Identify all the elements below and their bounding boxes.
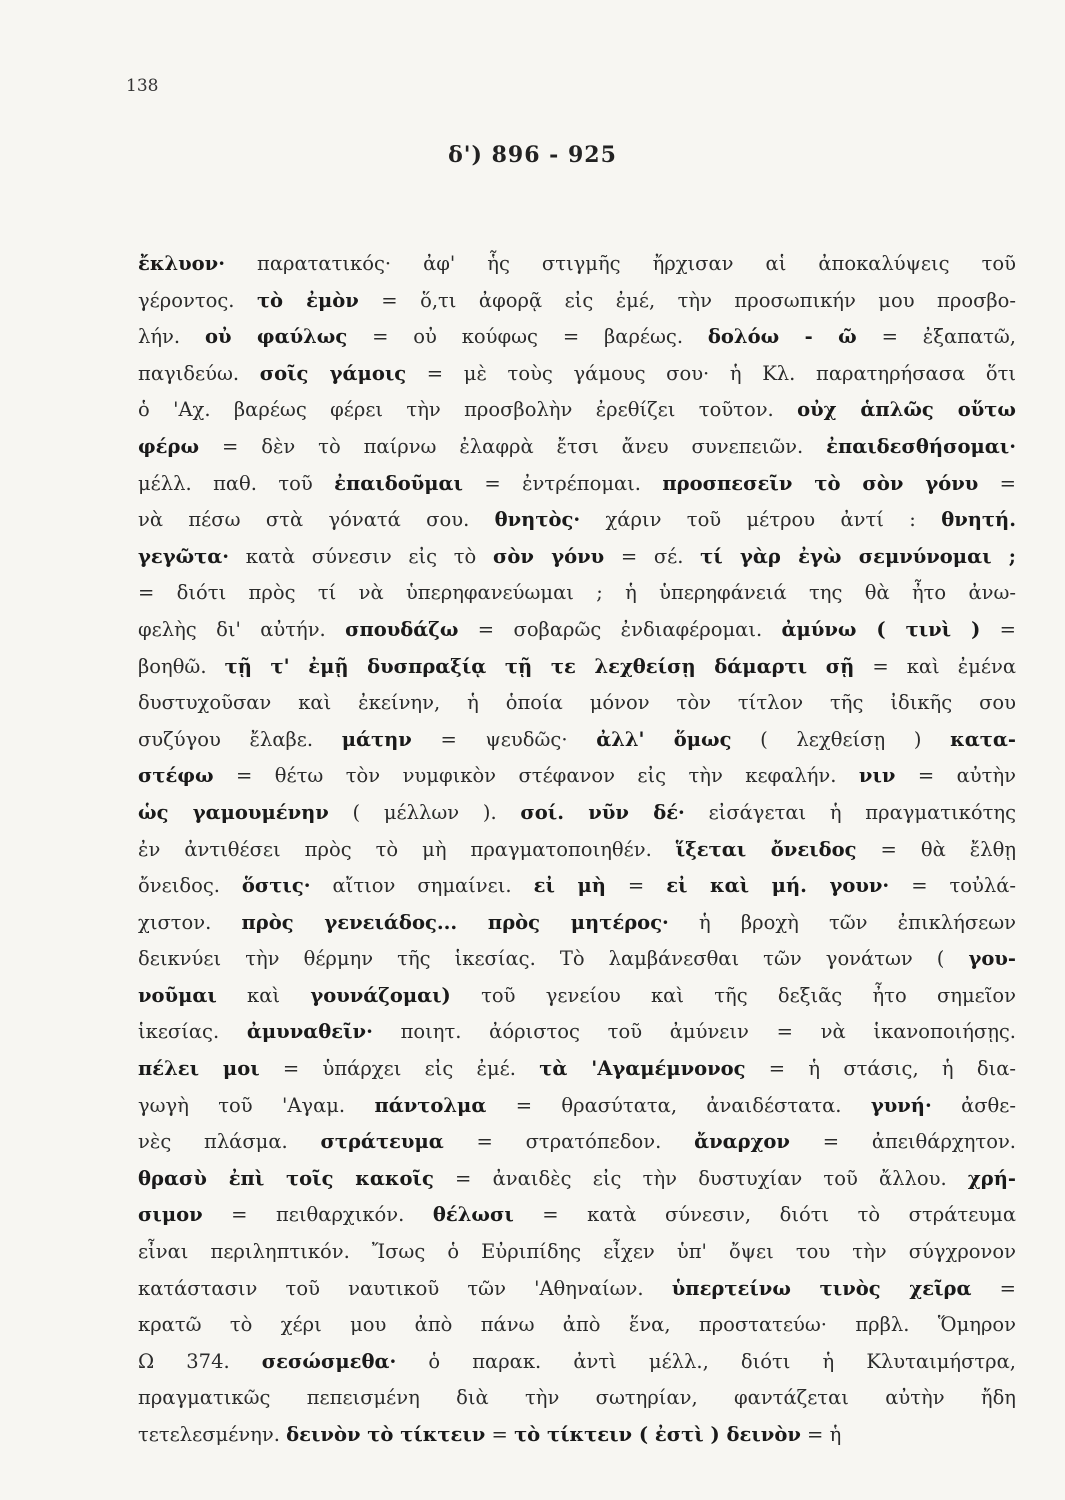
lemma: στράτευμα: [320, 1130, 444, 1154]
lemma: θνητή.: [941, 508, 1016, 532]
lemma: εἰ μὴ: [533, 874, 606, 898]
gloss: ἱκεσίας.: [138, 1020, 247, 1044]
gloss: Ω 374.: [138, 1349, 262, 1373]
lemma: χρή-: [967, 1166, 1016, 1190]
lemma: τὸ ἐμὸν: [256, 288, 359, 312]
gloss: νὰ πέσω στὰ γόνατά σου.: [138, 508, 495, 532]
text-line: [138, 246, 1016, 283]
lemma: ἐπαιδεσθήσομαι·: [826, 434, 1016, 458]
gloss: δυστυχοῦσαν καὶ ἐκείνην, ἡ ὁποία μόνον τὸν τίτλον τῆς ἰδικῆς σου: [138, 691, 1016, 715]
text-line: [138, 1161, 1016, 1198]
lemma: σὸν γόνυ: [493, 544, 605, 568]
text-line: [138, 832, 1016, 869]
text-line: [138, 1088, 1016, 1125]
gloss: ὁ παρακ. ἀντὶ μέλλ., διότι ἡ Κλυταιμήστρα,: [396, 1349, 1016, 1373]
gloss: = θρασύτατα, ἀναιδέστατα.: [486, 1093, 871, 1117]
lemma: φέρω: [138, 434, 200, 458]
gloss: αἴτιον σημαίνει.: [310, 874, 534, 898]
gloss: = σοβαρῶς ἐνδιαφέρομαι.: [458, 617, 782, 641]
lemma: μάτην: [341, 727, 412, 751]
gloss: = δὲν τὸ παίρνω ἐλαφρὰ ἔτσι ἄνευ συνεπειῶν.: [199, 434, 827, 458]
lemma: θνητὸς·: [494, 508, 581, 532]
lemma: γεγῶτα·: [138, 544, 230, 568]
gloss: = ἡ: [800, 1423, 842, 1446]
gloss: = ἐξαπατῶ,: [856, 325, 1016, 349]
lemma: ἀμύνω ( τινὶ ): [781, 617, 981, 641]
gloss: ἐν ἀντιθέσει πρὸς τὸ μὴ πραγματοποιηθέν.: [138, 837, 676, 861]
gloss: = ἀπειθάρχητον.: [789, 1130, 1016, 1154]
text-line: [138, 1124, 1016, 1161]
text-line: [138, 978, 1016, 1015]
gloss: τοῦ γενείου καὶ τῆς δεξιᾶς ἦτο σημεῖον: [450, 983, 1016, 1007]
text-line: [138, 685, 1016, 722]
commentary-text: [138, 246, 1016, 1454]
gloss: = πειθαρχικόν.: [202, 1203, 433, 1227]
text-line: [138, 1417, 1016, 1454]
lemma: σοῖς γάμοις: [259, 361, 407, 385]
text-line: [138, 466, 1016, 503]
gloss: = διότι πρὸς τί νὰ ὑπερηφανεύωμαι ; ἡ ὑπερηφάνειά της θὰ ἦτο ἀνω-: [138, 581, 1016, 605]
text-line: [138, 1051, 1016, 1088]
gloss: κρατῶ τὸ χέρι μου ἀπὸ πάνω ἀπὸ ἕνα, προστατεύω· πρβλ. Ὅμηρον: [138, 1313, 1016, 1337]
page-number: 138: [126, 76, 159, 96]
lemma: ὡς γαμουμένην: [138, 800, 329, 824]
lemma: δολόω - ῶ: [707, 325, 857, 349]
gloss: εἶναι περιληπτικόν. Ἴσως ὁ Εὐριπίδης εἶχεν ὑπ' ὄψει του τὴν σύγχρονον: [138, 1240, 1016, 1264]
gloss: καὶ: [216, 983, 311, 1007]
text-line: [138, 575, 1016, 612]
section-heading: δ') 896 - 925: [448, 142, 617, 168]
gloss: ἡ βροχὴ τῶν ἐπικλήσεων: [668, 910, 1016, 934]
lemma: εἰ καὶ μή. γουν·: [666, 874, 890, 898]
gloss: = αὐτὴν: [895, 764, 1016, 788]
text-line: [138, 1197, 1016, 1234]
lemma: τί γὰρ ἐγὼ σεμνύνομαι ;: [700, 544, 1016, 568]
gloss: = σέ.: [604, 544, 701, 568]
lemma: ἔκλυον·: [138, 252, 225, 275]
lemma: προσπεσεῖν τὸ σὸν γόνυ: [662, 471, 979, 495]
lemma: στέφω: [138, 764, 214, 788]
text-line: [138, 356, 1016, 393]
lemma: πρὸς γενειάδος... πρὸς μητέρος·: [241, 910, 669, 934]
lemma: ὑπερτείνω τινὸς χεῖρα: [671, 1276, 972, 1300]
gloss: ποιητ. ἀόριστος τοῦ ἀμύνειν = νὰ ἱκανοποιήσῃς.: [372, 1020, 1016, 1044]
text-line: [138, 1234, 1016, 1271]
lemma: θρασὺ ἐπὶ τοῖς κακοῖς: [138, 1166, 434, 1190]
gloss: =: [980, 617, 1016, 641]
lemma: ἀλλ' ὅμως: [596, 727, 732, 751]
lemma: τὰ 'Αγαμέμνονος: [539, 1057, 746, 1081]
lemma: θέλωσι: [432, 1203, 514, 1227]
text-line: [138, 649, 1016, 686]
text-line: [138, 1344, 1016, 1381]
lemma: σιμον: [138, 1203, 203, 1227]
text-line: [138, 392, 1016, 429]
gloss: παρατατικός· ἀφ' ἧς στιγμῆς ἤρχισαν αἱ ἀποκαλύψεις τοῦ: [225, 252, 1016, 275]
text-line: [138, 1014, 1016, 1051]
lemma: νοῦμαι: [138, 983, 217, 1007]
text-line: [138, 612, 1016, 649]
text-line: [138, 1307, 1016, 1344]
text-line: [138, 795, 1016, 832]
lemma: γου-: [968, 947, 1016, 971]
lemma: κατα-: [950, 727, 1016, 751]
gloss: = τοὐλά-: [889, 874, 1016, 898]
gloss: = ὑπάρχει εἰς ἐμέ.: [259, 1057, 540, 1081]
gloss: παγιδεύω.: [138, 361, 260, 385]
gloss: =: [485, 1423, 515, 1446]
gloss: συζύγου ἔλαβε.: [138, 727, 342, 751]
lemma: πάντολμα: [374, 1093, 487, 1117]
gloss: = ἡ στάσις, ἡ δια-: [745, 1057, 1016, 1081]
text-line: [138, 319, 1016, 356]
text-line: [138, 539, 1016, 576]
gloss: = ἐντρέπομαι.: [462, 471, 663, 495]
text-line: [138, 722, 1016, 759]
gloss: πραγματικῶς πεπεισμένη διὰ τὴν σωτηρίαν, φαντάζεται αὐτὴν ἤδη: [138, 1386, 1016, 1410]
gloss: = ψευδῶς·: [411, 727, 597, 751]
gloss: = ὅ,τι ἀφορᾷ εἰς ἐμέ, τὴν προσωπικήν μου προσβο-: [358, 288, 1016, 312]
gloss: = ἀναιδὲς εἰς τὴν δυστυχίαν τοῦ ἄλλου.: [433, 1166, 968, 1190]
gloss: τετελεσμένην.: [138, 1423, 287, 1446]
text-line: [138, 429, 1016, 466]
gloss: φελὴς δι' αὐτήν.: [138, 617, 346, 641]
gloss: εἰσάγεται ἡ πραγματικότης: [684, 800, 1016, 824]
gloss: = στρατόπεδον.: [443, 1130, 695, 1154]
gloss: = μὲ τοὺς γάμους σου· ἡ Κλ. παρατηρήσασα ὅτι: [406, 361, 1016, 385]
gloss: = οὐ κούφως = βαρέως.: [347, 325, 708, 349]
lemma: ἐπαιδοῦμαι: [334, 471, 463, 495]
gloss: γέροντος.: [138, 288, 257, 312]
text-line: [138, 1380, 1016, 1417]
gloss: = καὶ ἐμένα: [854, 654, 1016, 678]
lemma: σεσώσμεθα·: [261, 1349, 397, 1373]
gloss: ( μέλλων ).: [328, 800, 521, 824]
gloss: = κατὰ σύνεσιν, διότι τὸ στράτευμα: [513, 1203, 1016, 1227]
lemma: γουνάζομαι): [310, 983, 451, 1007]
gloss: ἀσθε-: [931, 1093, 1016, 1117]
text-line: [138, 283, 1016, 320]
lemma: τῇ τ' ἐμῇ δυσπραξίᾳ τῇ τε λεχθείσῃ δάμαρτι σῇ: [224, 654, 855, 678]
gloss: κατάστασιν τοῦ ναυτικοῦ τῶν 'Αθηναίων.: [138, 1276, 672, 1300]
gloss: ὄνειδος.: [138, 874, 242, 898]
gloss: =: [978, 471, 1016, 495]
lemma: ὅστις·: [241, 874, 311, 898]
lemma: ἄναρχον: [694, 1130, 790, 1154]
gloss: =: [971, 1276, 1016, 1300]
text-line: [138, 868, 1016, 905]
gloss: λήν.: [138, 325, 205, 349]
gloss: νὲς πλάσμα.: [138, 1130, 321, 1154]
gloss: = θὰ ἔλθῃ: [856, 837, 1016, 861]
gloss: ὁ 'Αχ. βαρέως φέρει τὴν προσβολὴν ἐρεθίζει τοῦτον.: [138, 398, 798, 422]
gloss: χάριν τοῦ μέτρου ἀντί :: [580, 508, 942, 532]
gloss: χιστον.: [138, 910, 242, 934]
gloss: δεικνύει τὴν θέρμην τῆς ἱκεσίας. Τὸ λαμβάνεσθαι τῶν γονάτων (: [138, 947, 969, 971]
lemma: ἵξεται ὄνειδος: [675, 837, 857, 861]
lemma: ἀμυναθεῖν·: [246, 1020, 373, 1044]
gloss: =: [605, 874, 667, 898]
lemma: γυνή·: [870, 1093, 932, 1117]
text-line: [138, 905, 1016, 942]
gloss: βοηθῶ.: [138, 654, 225, 678]
text-line: [138, 502, 1016, 539]
gloss: = θέτω τὸν νυμφικὸν στέφανον εἰς τὴν κεφαλήν.: [213, 764, 859, 788]
lemma: πέλει μοι: [138, 1057, 260, 1081]
gloss: μέλλ. παθ. τοῦ: [138, 471, 335, 495]
text-line: [138, 941, 1016, 978]
lemma: τὸ τίκτειν ( ἐστὶ ) δεινὸν: [514, 1423, 801, 1446]
gloss: ( λεχθείσῃ ): [731, 727, 951, 751]
lemma: δεινὸν τὸ τίκτειν: [286, 1423, 486, 1446]
lemma: οὐχ ἁπλῶς οὕτω: [797, 398, 1016, 422]
lemma: σπουδάζω: [345, 617, 459, 641]
lemma: νιν: [858, 764, 896, 788]
lemma: οὐ φαύλως: [204, 325, 348, 349]
gloss: κατὰ σύνεσιν εἰς τὸ: [229, 544, 493, 568]
lemma: σοί. νῦν δέ·: [520, 800, 685, 824]
text-line: [138, 758, 1016, 795]
gloss: γωγὴ τοῦ 'Αγαμ.: [138, 1093, 375, 1117]
text-line: [138, 1271, 1016, 1308]
